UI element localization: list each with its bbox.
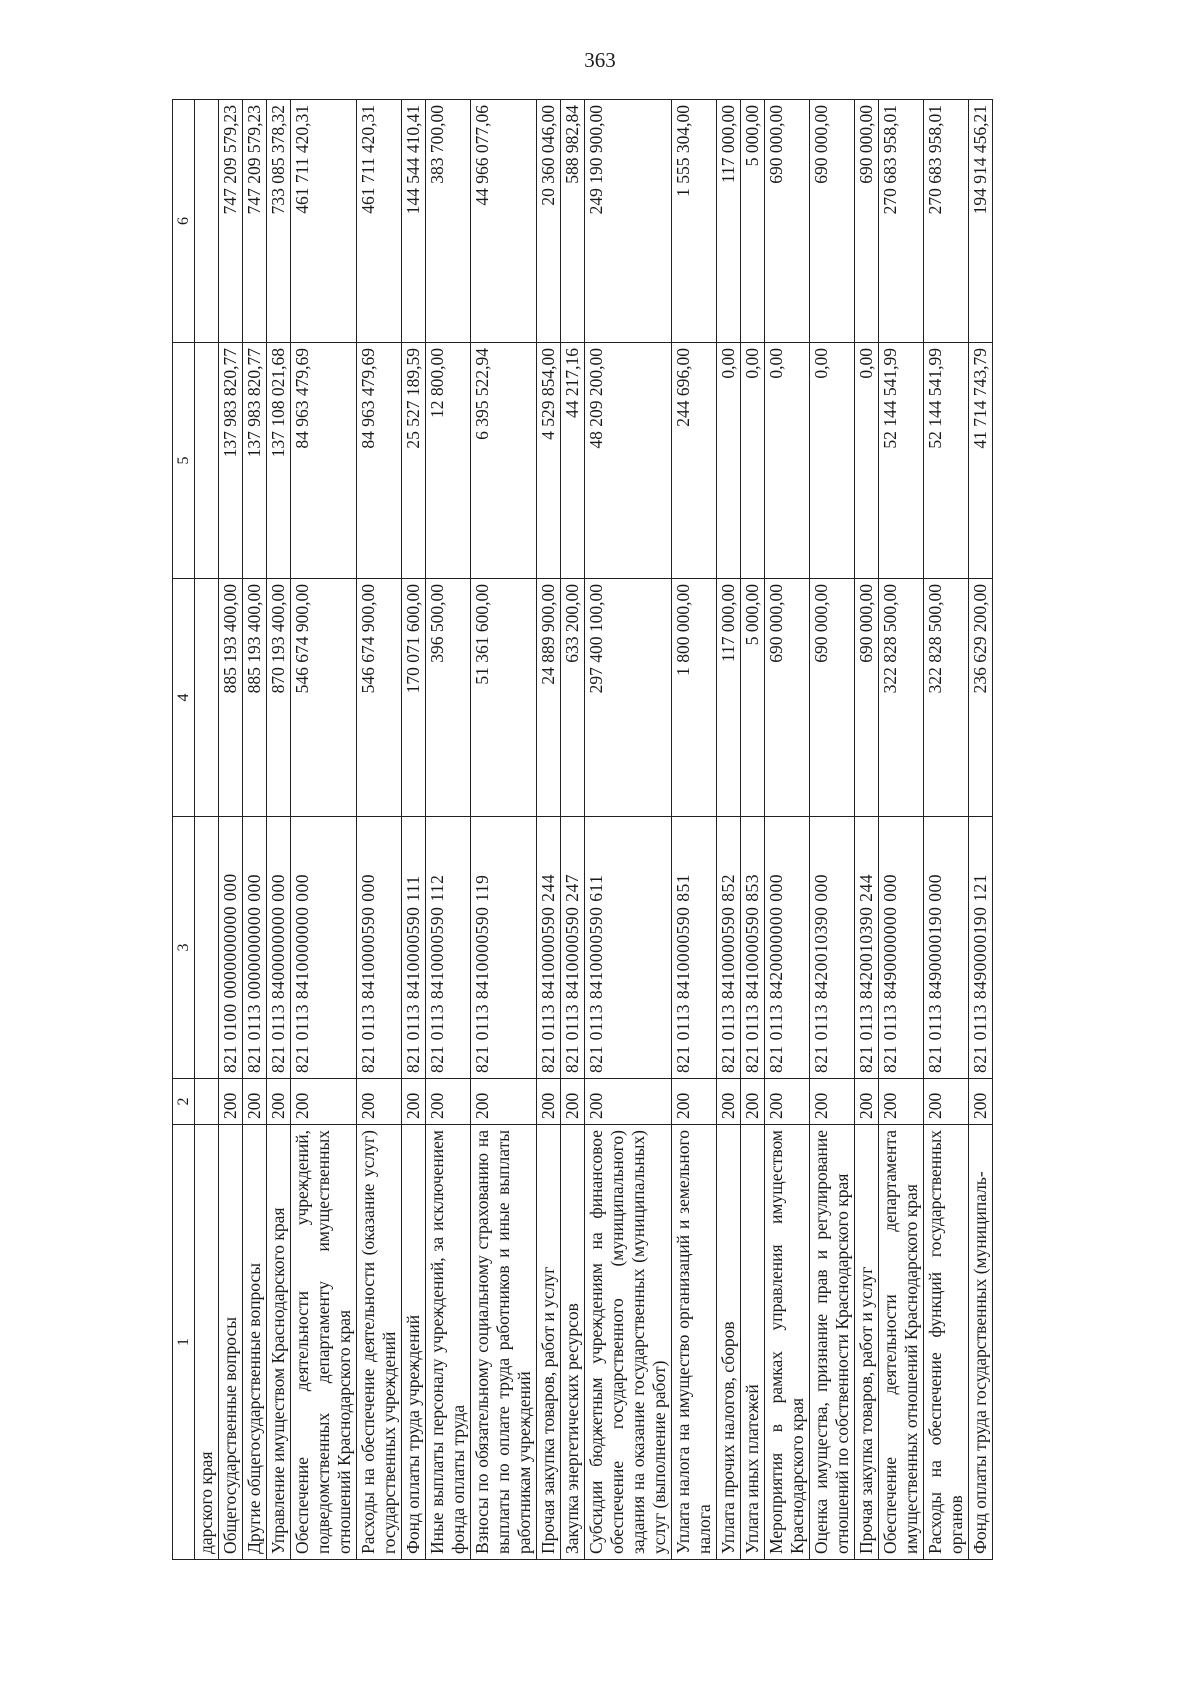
row-col2-cell: 200 bbox=[402, 1079, 426, 1125]
row-amount-4-cell: 546 674 900,00 bbox=[357, 579, 402, 817]
row-code-cell: 821 0113 8490000190 000 bbox=[924, 817, 969, 1079]
row-col2-cell: 200 bbox=[561, 1079, 585, 1125]
row-code-cell: 821 0113 8410000590 247 bbox=[561, 817, 585, 1079]
row-code-cell: 821 0113 8410000000 000 bbox=[291, 817, 357, 1079]
row-code-cell: 821 0100 0000000000 000 bbox=[219, 817, 243, 1079]
row-amount-4-cell: 870 193 400,00 bbox=[267, 579, 291, 817]
row-code-cell: 821 0113 8410000590 111 bbox=[402, 817, 426, 1079]
row-name-cell: Взносы по обязательному социальному страхованию на выплаты по оплате труда работников и иные выплаты работникам учреждений bbox=[471, 1125, 537, 1560]
table-row bbox=[291, 100, 357, 1560]
row-code-cell: 821 0113 8420000000 000 bbox=[765, 817, 810, 1079]
row-col2-cell: 200 bbox=[471, 1079, 537, 1125]
row-col2-cell: 200 bbox=[969, 1079, 993, 1125]
row-amount-4-cell: 690 000,00 bbox=[765, 579, 810, 817]
row-amount-4-cell: 51 361 600,00 bbox=[471, 579, 537, 817]
table-row bbox=[267, 100, 291, 1560]
table-row bbox=[561, 100, 585, 1560]
row-amount-4-cell: 322 828 500,00 bbox=[879, 579, 924, 817]
row-name-cell: Уплата иных платежей bbox=[741, 1125, 765, 1560]
row-amount-6-cell: 270 683 958,01 bbox=[879, 100, 924, 343]
row-amount-6-cell: 747 209 579,23 bbox=[243, 100, 267, 343]
row-code-cell: 821 0113 8410000590 611 bbox=[585, 817, 672, 1079]
table-row bbox=[879, 100, 924, 1560]
row-name-cell: Закупка энергетических ресурсов bbox=[561, 1125, 585, 1560]
table-row bbox=[537, 100, 561, 1560]
table-row bbox=[426, 100, 471, 1560]
row-col2-cell: 200 bbox=[537, 1079, 561, 1125]
row-name-cell: Оценка имущества, признание прав и регулирование отношений по собственности Краснодарского края bbox=[810, 1125, 855, 1560]
row-code-cell: 821 0113 8410000590 851 bbox=[672, 817, 717, 1079]
table-row bbox=[471, 100, 537, 1560]
row-name-cell: Обеспечение деятельности департамента имущественных отношений Краснодарского края bbox=[879, 1125, 924, 1560]
row-name-cell: Прочая закупка товаров, работ и услуг bbox=[855, 1125, 879, 1560]
row-name-cell: Мероприятия в рамках управления имуществом Краснодарского края bbox=[765, 1125, 810, 1560]
table-row bbox=[672, 100, 717, 1560]
row-amount-5-cell: 41 714 743,79 bbox=[969, 343, 993, 579]
table-row bbox=[717, 100, 741, 1560]
table-row bbox=[585, 100, 672, 1560]
row-code-cell: 821 0113 8410000590 119 bbox=[471, 817, 537, 1079]
row-amount-6-cell: 117 000,00 bbox=[717, 100, 741, 343]
row-code-cell: 821 0113 8490000190 121 bbox=[969, 817, 993, 1079]
row-amount-6-cell: 270 683 958,01 bbox=[924, 100, 969, 343]
row-amount-4-cell: 546 674 900,00 bbox=[291, 579, 357, 817]
row-name-cell: Общегосударственные вопросы bbox=[219, 1125, 243, 1560]
row-name-cell: Управление имуществом Краснодарского края bbox=[267, 1125, 291, 1560]
row-amount-4-cell: 117 000,00 bbox=[717, 579, 741, 817]
row-col2-cell: 200 bbox=[219, 1079, 243, 1125]
row-code-cell: 821 0113 8420010390 244 bbox=[855, 817, 879, 1079]
row-amount-4-cell: 1 800 000,00 bbox=[672, 579, 717, 817]
header-cell: 2 bbox=[173, 1079, 195, 1125]
row-amount-5-cell: 0,00 bbox=[717, 343, 741, 579]
continuation-text: дарского края bbox=[195, 1125, 219, 1560]
table-body bbox=[173, 100, 993, 1560]
row-amount-4-cell: 236 629 200,00 bbox=[969, 579, 993, 817]
row-amount-4-cell: 885 193 400,00 bbox=[219, 579, 243, 817]
row-amount-6-cell: 1 555 304,00 bbox=[672, 100, 717, 343]
row-code-cell: 821 0113 8410000590 852 bbox=[717, 817, 741, 1079]
row-amount-5-cell: 48 209 200,00 bbox=[585, 343, 672, 579]
row-amount-6-cell: 690 000,00 bbox=[810, 100, 855, 343]
row-amount-4-cell: 24 889 900,00 bbox=[537, 579, 561, 817]
header-row bbox=[173, 100, 195, 1560]
row-name-cell: Фонд оплаты труда учреждений bbox=[402, 1125, 426, 1560]
row-amount-5-cell: 52 144 541,99 bbox=[879, 343, 924, 579]
page-number: 363 bbox=[584, 48, 616, 72]
header-cell: 6 bbox=[173, 100, 195, 343]
header-cell: 4 bbox=[173, 579, 195, 817]
row-amount-4-cell: 170 071 600,00 bbox=[402, 579, 426, 817]
row-amount-6-cell: 733 085 378,32 bbox=[267, 100, 291, 343]
row-name-cell: Обеспечение деятельности учреждений, подведомственных департаменту имущественных отношений Краснодарского края bbox=[291, 1125, 357, 1560]
row-name-cell: Расходы на обеспечение функций государственных органов bbox=[924, 1125, 969, 1560]
row-amount-6-cell: 690 000,00 bbox=[855, 100, 879, 343]
row-col2-cell: 200 bbox=[879, 1079, 924, 1125]
header-cell: 1 bbox=[173, 1125, 195, 1560]
row-name-cell: Уплата налога на имущество организаций и земельного налога bbox=[672, 1125, 717, 1560]
table-row bbox=[402, 100, 426, 1560]
row-name-cell: Другие общегосударственные вопросы bbox=[243, 1125, 267, 1560]
row-amount-5-cell: 12 800,00 bbox=[426, 343, 471, 579]
row-amount-5-cell: 6 395 522,94 bbox=[471, 343, 537, 579]
table-row bbox=[969, 100, 993, 1560]
row-amount-5-cell: 137 983 820,77 bbox=[219, 343, 243, 579]
row-code-cell: 821 0113 8410000590 000 bbox=[357, 817, 402, 1079]
table-row bbox=[243, 100, 267, 1560]
table-row bbox=[741, 100, 765, 1560]
header-cell: 3 bbox=[173, 817, 195, 1079]
row-amount-6-cell: 383 700,00 bbox=[426, 100, 471, 343]
row-amount-6-cell: 44 966 077,06 bbox=[471, 100, 537, 343]
row-amount-6-cell: 144 544 410,41 bbox=[402, 100, 426, 343]
row-amount-4-cell: 396 500,00 bbox=[426, 579, 471, 817]
row-code-cell: 821 0113 8420010390 000 bbox=[810, 817, 855, 1079]
row-col2-cell: 200 bbox=[765, 1079, 810, 1125]
row-col2-cell: 200 bbox=[672, 1079, 717, 1125]
row-amount-5-cell: 0,00 bbox=[765, 343, 810, 579]
continuation-row bbox=[195, 100, 219, 1560]
row-col2-cell: 200 bbox=[267, 1079, 291, 1125]
row-amount-6-cell: 20 360 046,00 bbox=[537, 100, 561, 343]
row-amount-6-cell: 747 209 579,23 bbox=[219, 100, 243, 343]
row-name-cell: Субсидии бюджетным учреждениям на финансовое обеспечение государственного (муниципального) задания на оказание государственных (муниципальных) услуг (выполнение работ) bbox=[585, 1125, 672, 1560]
row-col2-cell: 200 bbox=[291, 1079, 357, 1125]
row-code-cell: 821 0113 8410000590 112 bbox=[426, 817, 471, 1079]
row-col2-cell: 200 bbox=[741, 1079, 765, 1125]
row-amount-5-cell: 25 527 189,59 bbox=[402, 343, 426, 579]
row-amount-6-cell: 690 000,00 bbox=[765, 100, 810, 343]
row-amount-5-cell: 84 963 479,69 bbox=[291, 343, 357, 579]
row-name-cell: Уплата прочих налогов, сборов bbox=[717, 1125, 741, 1560]
row-amount-5-cell: 0,00 bbox=[810, 343, 855, 579]
row-col2-cell: 200 bbox=[585, 1079, 672, 1125]
row-amount-5-cell: 52 144 541,99 bbox=[924, 343, 969, 579]
table-row bbox=[810, 100, 855, 1560]
header-cell: 5 bbox=[173, 343, 195, 579]
row-amount-6-cell: 194 914 456,21 bbox=[969, 100, 993, 343]
row-amount-6-cell: 588 982,84 bbox=[561, 100, 585, 343]
row-col2-cell: 200 bbox=[243, 1079, 267, 1125]
table-row bbox=[219, 100, 243, 1560]
row-col2-cell: 200 bbox=[357, 1079, 402, 1125]
row-amount-6-cell: 249 190 900,00 bbox=[585, 100, 672, 343]
row-code-cell: 821 0113 0000000000 000 bbox=[243, 817, 267, 1079]
row-amount-5-cell: 84 963 479,69 bbox=[357, 343, 402, 579]
row-col2-cell: 200 bbox=[855, 1079, 879, 1125]
row-col2-cell: 200 bbox=[924, 1079, 969, 1125]
row-name-cell: Фонд оплаты труда государственных (муниципаль- bbox=[969, 1125, 993, 1560]
row-amount-6-cell: 461 711 420,31 bbox=[357, 100, 402, 343]
row-amount-5-cell: 244 696,00 bbox=[672, 343, 717, 579]
rotated-table-wrapper bbox=[172, 100, 1122, 1560]
row-amount-5-cell: 4 529 854,00 bbox=[537, 343, 561, 579]
row-amount-4-cell: 690 000,00 bbox=[855, 579, 879, 817]
row-amount-6-cell: 5 000,00 bbox=[741, 100, 765, 343]
row-name-cell: Расходы на обеспечение деятельности (оказание услуг) государственных учреждений bbox=[357, 1125, 402, 1560]
row-code-cell: 821 0113 8410000590 244 bbox=[537, 817, 561, 1079]
row-amount-4-cell: 322 828 500,00 bbox=[924, 579, 969, 817]
row-col2-cell: 200 bbox=[426, 1079, 471, 1125]
table-row bbox=[855, 100, 879, 1560]
row-amount-5-cell: 0,00 bbox=[741, 343, 765, 579]
table-row bbox=[924, 100, 969, 1560]
row-code-cell: 821 0113 8490000000 000 bbox=[879, 817, 924, 1079]
row-amount-4-cell: 885 193 400,00 bbox=[243, 579, 267, 817]
row-code-cell: 821 0113 8400000000 000 bbox=[267, 817, 291, 1079]
budget-table bbox=[172, 99, 993, 1560]
row-col2-cell: 200 bbox=[717, 1079, 741, 1125]
row-name-cell: Прочая закупка товаров, работ и услуг bbox=[537, 1125, 561, 1560]
row-amount-4-cell: 633 200,00 bbox=[561, 579, 585, 817]
row-amount-4-cell: 297 400 100,00 bbox=[585, 579, 672, 817]
row-amount-4-cell: 5 000,00 bbox=[741, 579, 765, 817]
row-amount-6-cell: 461 711 420,31 bbox=[291, 100, 357, 343]
row-amount-5-cell: 0,00 bbox=[855, 343, 879, 579]
row-amount-5-cell: 44 217,16 bbox=[561, 343, 585, 579]
row-col2-cell: 200 bbox=[810, 1079, 855, 1125]
table-row bbox=[357, 100, 402, 1560]
table-row bbox=[765, 100, 810, 1560]
row-amount-5-cell: 137 108 021,68 bbox=[267, 343, 291, 579]
row-amount-5-cell: 137 983 820,77 bbox=[243, 343, 267, 579]
row-name-cell: Иные выплаты персоналу учреждений, за исключением фонда оплаты труда bbox=[426, 1125, 471, 1560]
row-code-cell: 821 0113 8410000590 853 bbox=[741, 817, 765, 1079]
row-amount-4-cell: 690 000,00 bbox=[810, 579, 855, 817]
